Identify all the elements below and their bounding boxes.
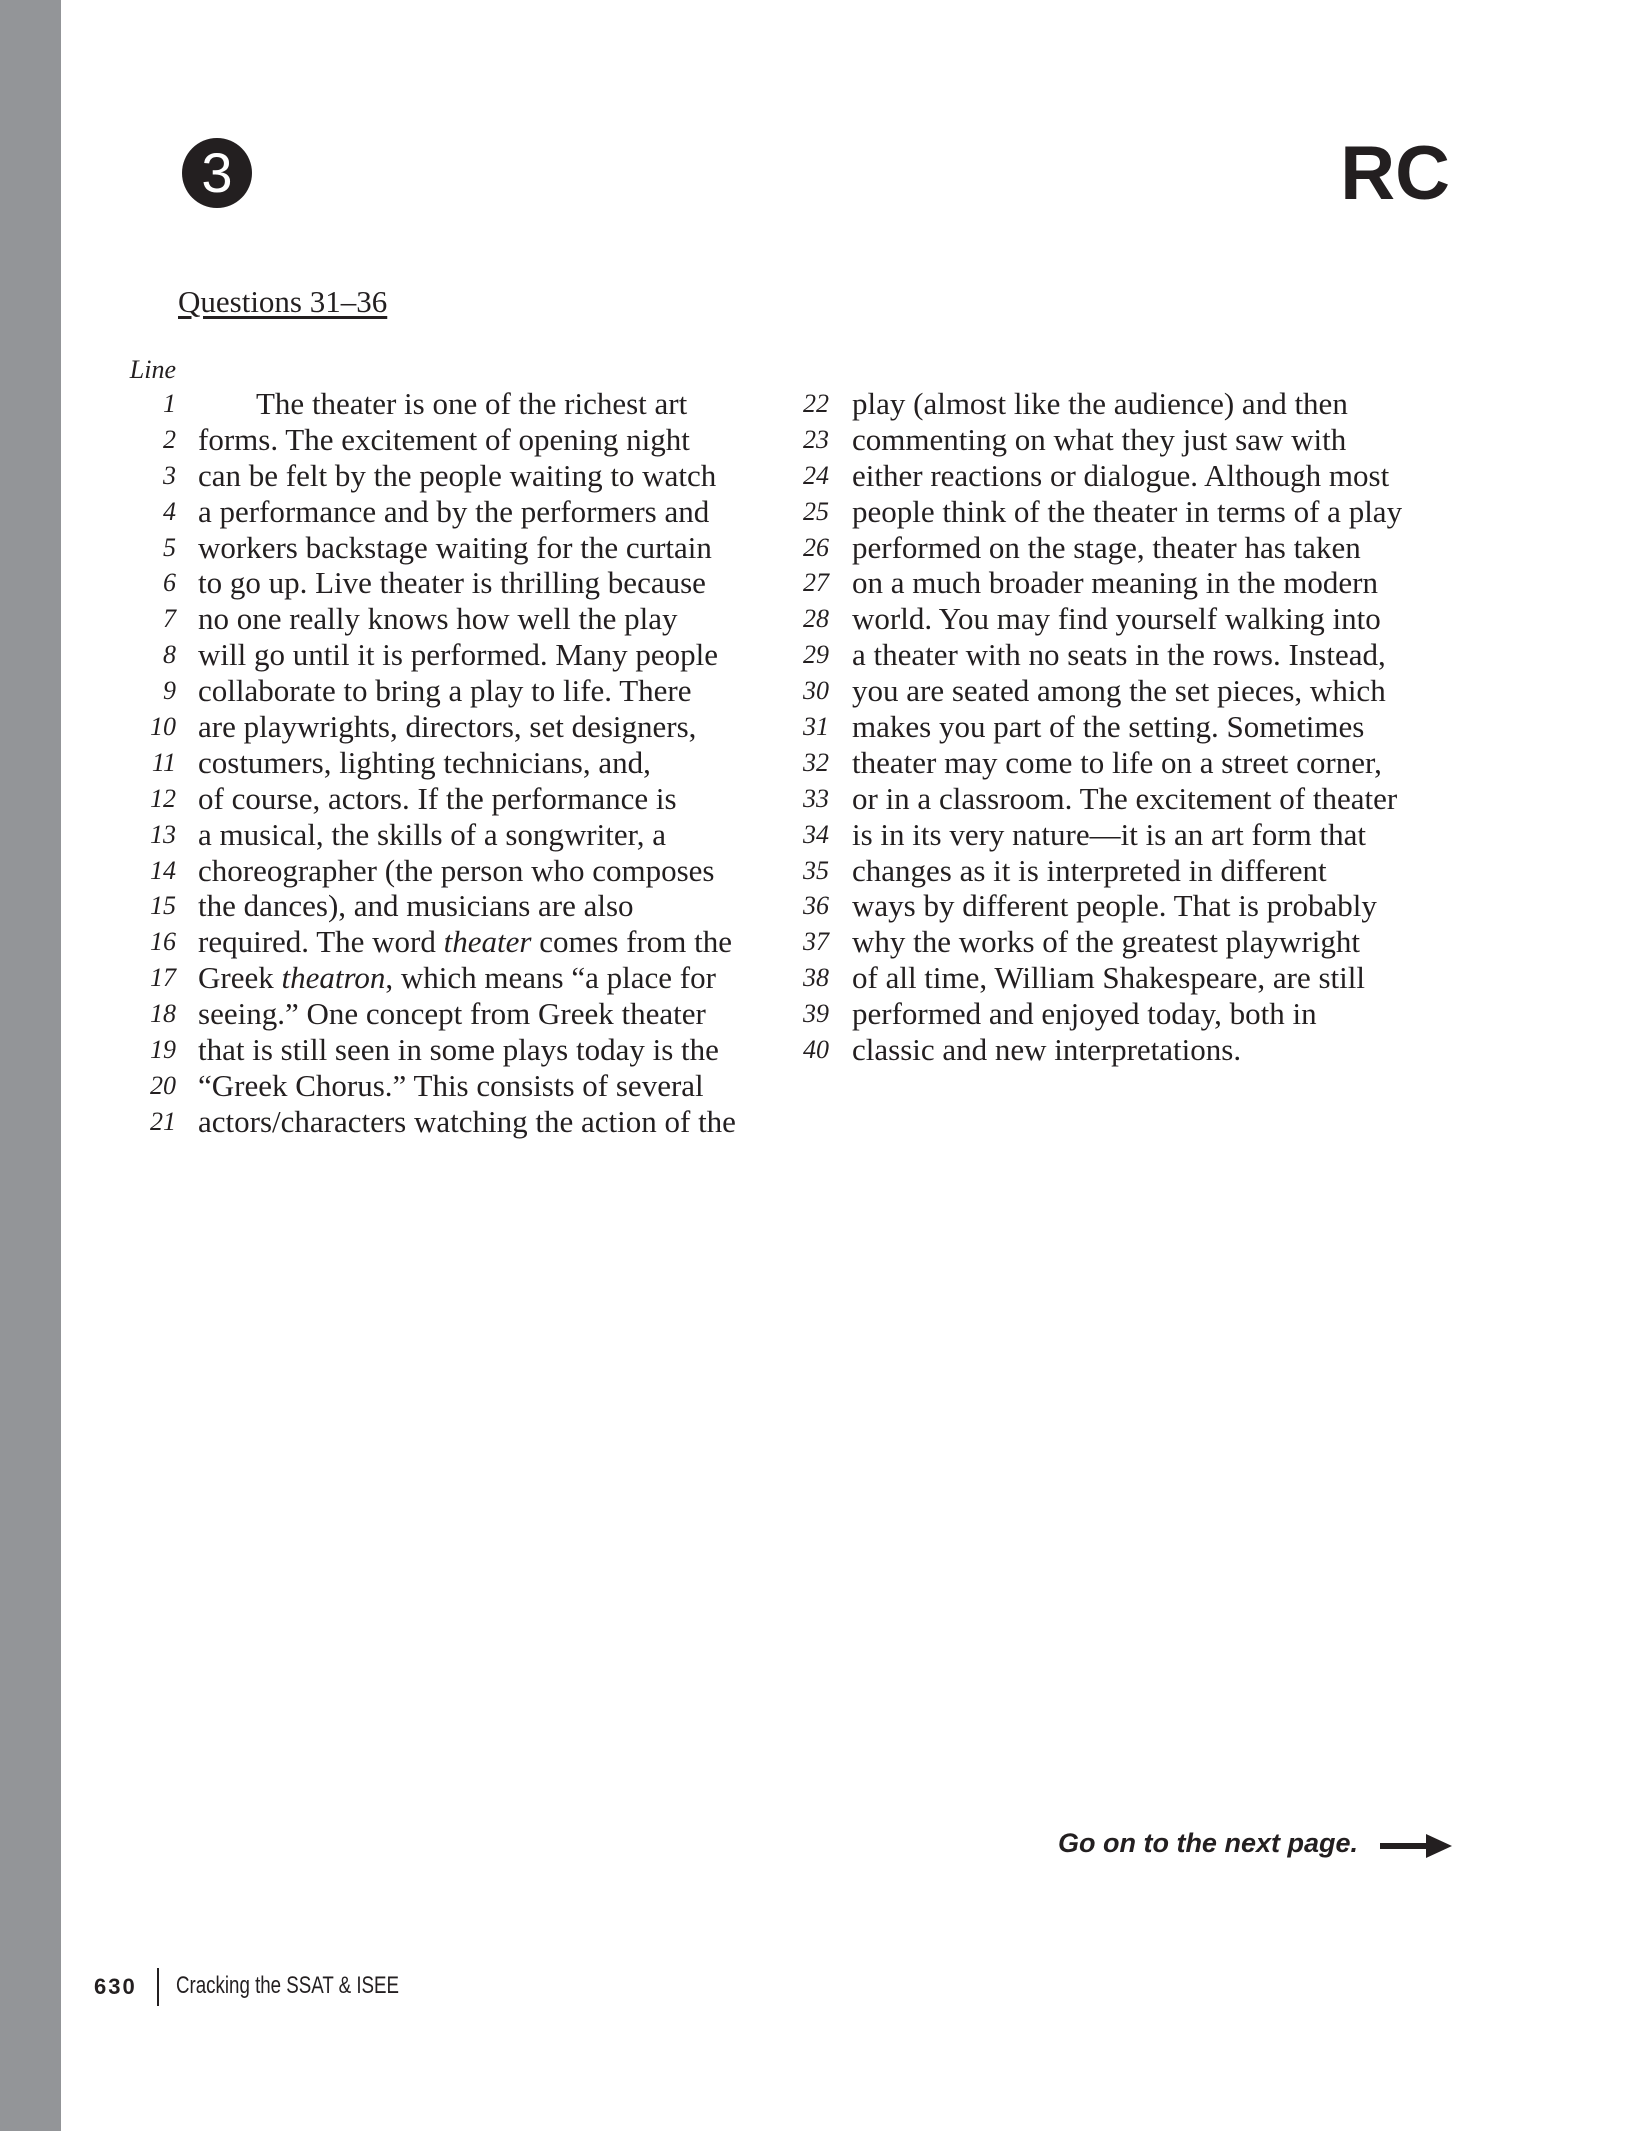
text-segment: choreographer (the person who composes — [198, 852, 715, 888]
line-number: 36 — [803, 891, 829, 921]
footer-divider — [157, 1968, 159, 2006]
line-number: 18 — [150, 999, 176, 1029]
line-number: 2 — [163, 424, 176, 454]
line-number: 13 — [150, 819, 176, 849]
text-segment: why the works of the greatest playwright — [852, 924, 1360, 960]
italic-term: theater — [443, 924, 532, 960]
right-arrow-icon — [1380, 1834, 1452, 1858]
line-text — [198, 386, 687, 422]
text-segment: a musical, the skills of a songwriter, a — [198, 816, 666, 852]
text-segment: makes you part of the setting. Sometimes — [852, 709, 1365, 745]
line-number: 5 — [163, 532, 176, 562]
line-number: 37 — [803, 927, 829, 957]
line-text — [852, 781, 1397, 817]
text-segment: will go until it is performed. Many people — [198, 637, 719, 673]
line-number: 27 — [803, 568, 829, 598]
text-segment: is in its very nature—it is an art form that — [852, 816, 1366, 852]
text-segment: of course, actors. If the performance is — [198, 780, 677, 816]
text-segment: play (almost like the audience) and then — [852, 386, 1348, 421]
line-number: 6 — [163, 568, 176, 598]
line-number: 31 — [803, 712, 829, 742]
line-text — [198, 637, 718, 673]
line-text — [852, 673, 1386, 709]
line-number: 14 — [150, 855, 176, 885]
text-segment: collaborate to bring a play to life. There — [198, 673, 692, 709]
line-text — [852, 422, 1346, 458]
line-number: 28 — [803, 604, 829, 634]
line-number: 34 — [803, 819, 829, 849]
text-segment: world. You may find yourself walking into — [852, 601, 1381, 637]
line-text — [852, 817, 1366, 853]
line-number: 12 — [150, 783, 176, 813]
text-segment: the dances), and musicians are also — [198, 888, 634, 924]
line-text — [852, 960, 1365, 996]
line-number: 15 — [150, 891, 176, 921]
text-segment: a performance and by the performers and — [198, 493, 710, 529]
text-segment: workers backstage waiting for the curtain — [198, 529, 712, 565]
line-text — [852, 530, 1361, 566]
line-number: 11 — [151, 747, 176, 777]
text-segment: you are seated among the set pieces, which — [852, 673, 1386, 709]
text-segment: Greek — [198, 960, 282, 996]
text-segment: on a much broader meaning in the modern — [852, 565, 1378, 601]
line-text — [852, 888, 1377, 924]
line-text — [198, 530, 712, 566]
line-number: 23 — [803, 424, 829, 454]
book-title: Cracking the SSAT & ISEE — [176, 1972, 400, 1999]
section-number-badge: 3 — [182, 138, 252, 208]
line-number: 8 — [163, 640, 176, 670]
text-segment: commenting on what they just saw with — [852, 421, 1347, 457]
line-text — [198, 888, 634, 924]
text-segment: a theater with no seats in the rows. Instead, — [852, 637, 1386, 673]
text-segment: people think of the theater in terms of a play — [852, 493, 1403, 529]
line-text — [852, 494, 1402, 530]
line-text — [852, 601, 1381, 637]
text-segment: changes as it is interpreted in different — [852, 852, 1327, 888]
line-number: 30 — [803, 676, 829, 706]
text-segment: are playwrights, directors, set designers, — [198, 709, 697, 745]
line-text — [198, 1032, 719, 1068]
line-text — [198, 601, 678, 637]
text-segment: or in a classroom. The excitement of theater — [852, 780, 1398, 816]
line-text — [198, 996, 706, 1032]
page-number: 630 — [94, 1974, 137, 1999]
line-number: 20 — [150, 1070, 176, 1100]
text-segment: of all time, William Shakespeare, are still — [852, 960, 1365, 996]
text-segment: to go up. Live theater is thrilling because — [198, 565, 706, 601]
line-number: 35 — [803, 855, 829, 885]
line-text — [198, 494, 709, 530]
line-number: 22 — [803, 389, 829, 418]
line-number: 40 — [803, 1035, 829, 1065]
line-text — [198, 458, 716, 494]
text-segment: no one really knows how well the play — [198, 601, 678, 637]
line-label: Line — [129, 355, 176, 384]
line-text — [852, 1032, 1241, 1068]
line-text — [198, 709, 696, 745]
line-number: 9 — [163, 676, 176, 706]
line-number: 29 — [803, 640, 829, 670]
line-text — [852, 996, 1317, 1032]
text-segment: ways by different people. That is probably — [852, 888, 1377, 924]
text-segment: that is still seen in some plays today is the — [198, 1032, 719, 1068]
line-text — [198, 1068, 704, 1104]
text-segment: theater may come to life on a street corner, — [852, 744, 1382, 780]
line-number: 10 — [150, 712, 176, 742]
line-text — [852, 458, 1389, 494]
text-segment: costumers, lighting technicians, and, — [198, 744, 651, 780]
line-number: 25 — [803, 496, 829, 526]
text-segment: required. The word — [198, 924, 444, 960]
line-text — [198, 565, 706, 601]
text-segment: performed and enjoyed today, both in — [852, 996, 1317, 1032]
line-text — [198, 853, 715, 889]
line-text — [852, 565, 1378, 601]
line-number: 38 — [803, 963, 829, 993]
text-segment: The theater is one of the richest art — [256, 386, 688, 421]
next-page-prompt: Go on to the next page. — [1057, 1828, 1358, 1858]
line-text — [852, 853, 1327, 889]
line-number: 1 — [163, 389, 176, 418]
questions-heading: Questions 31–36 — [178, 284, 388, 319]
line-text — [198, 422, 690, 458]
line-number: 33 — [803, 783, 829, 813]
text-segment: either reactions or dialogue. Although most — [852, 457, 1390, 493]
text-segment: “Greek Chorus.” This consists of several — [198, 1067, 704, 1103]
line-number: 39 — [803, 999, 829, 1029]
text-segment: actors/characters watching the action of the — [198, 1103, 736, 1139]
line-number: 26 — [803, 532, 829, 562]
line-text — [198, 1104, 736, 1140]
line-text — [198, 924, 732, 960]
line-text — [852, 709, 1364, 745]
text-segment: classic and new interpretations. — [852, 1032, 1242, 1068]
line-number: 17 — [150, 963, 176, 993]
text-segment: seeing.” One concept from Greek theater — [198, 996, 706, 1032]
line-number: 32 — [803, 747, 829, 777]
line-text — [852, 637, 1386, 673]
line-text — [852, 386, 1348, 422]
text-segment: can be felt by the people waiting to watch — [198, 457, 717, 493]
line-text — [198, 745, 651, 781]
line-number: 21 — [150, 1106, 176, 1136]
line-number: 3 — [163, 460, 176, 490]
text-segment: , which means “a place for — [385, 960, 716, 996]
italic-term: theatron — [281, 960, 386, 996]
page-edge-bar — [0, 0, 61, 2131]
text-segment: comes from the — [531, 924, 733, 960]
line-text — [852, 924, 1360, 960]
line-text — [198, 960, 716, 996]
line-text — [198, 781, 677, 817]
line-number: 24 — [803, 460, 829, 490]
line-text — [198, 817, 666, 853]
line-number: 4 — [163, 496, 176, 526]
line-text — [852, 745, 1382, 781]
section-code: RC — [1340, 131, 1450, 216]
text-segment: performed on the stage, theater has taken — [852, 529, 1361, 565]
line-number: 16 — [150, 927, 176, 957]
line-number: 7 — [163, 604, 176, 634]
line-number: 19 — [150, 1035, 176, 1065]
text-segment: forms. The excitement of opening night — [198, 421, 690, 457]
line-text — [198, 673, 692, 709]
